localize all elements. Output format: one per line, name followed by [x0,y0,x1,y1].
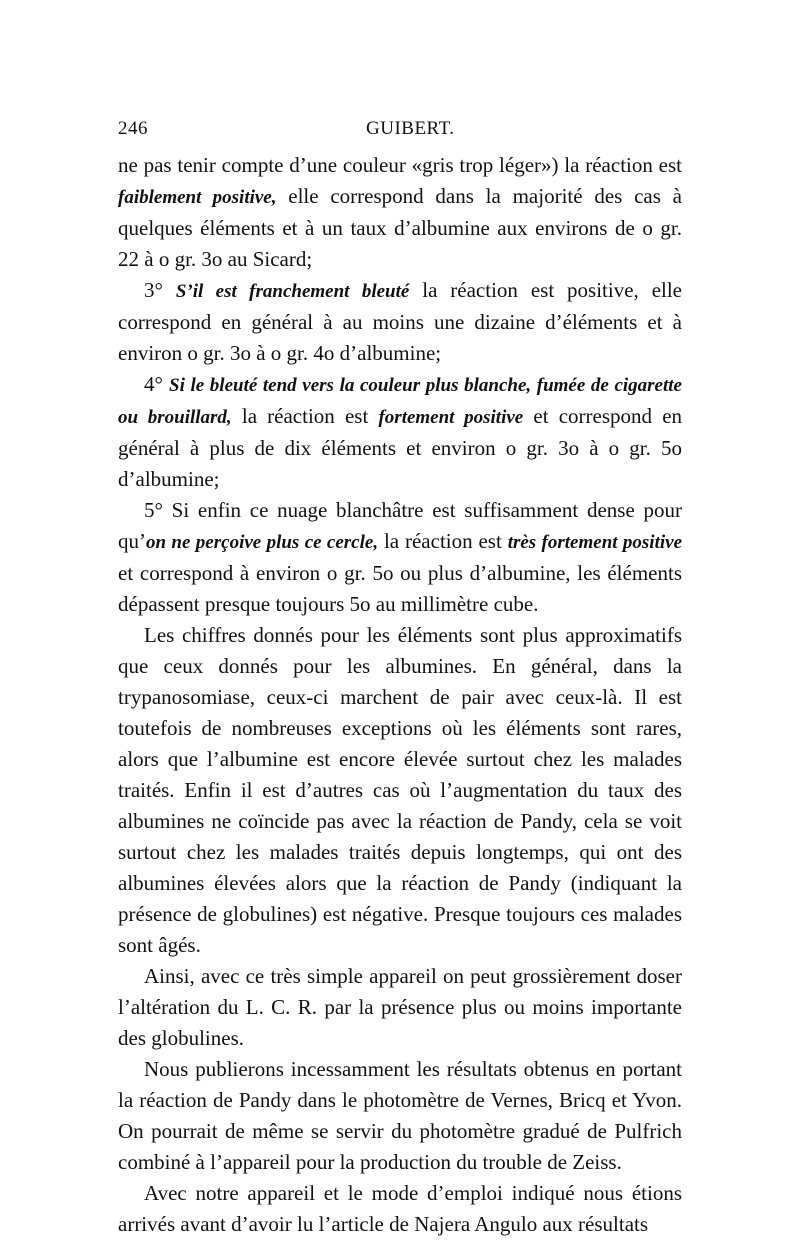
text-run: 4° [144,372,170,396]
italic-text-run: fortement positive [378,407,524,428]
text-run: la réaction est [231,404,379,428]
body-text [118,150,682,1240]
text-run: elle correspond dans la majorité des cas à quelques éléments et à un taux d’albumine aux environs de o gr. 22 à o gr. 3o au Sicard; [118,184,682,271]
text-run: la réaction est positive, elle correspond en général à au moins une dizaine d’éléments et à environ o gr. 3o à o gr. 4o d’albumine; [118,278,683,365]
italic-text-run: on ne perçoive plus ce cercle, [146,532,379,553]
text-run: et correspond à environ o gr. 5o ou plus d’albumine, les éléments dépassent presque toujours 5o au millimètre cube. [118,561,682,616]
paragraph [118,1178,682,1240]
text-run: Ainsi, avec ce très simple appareil on peut grossièrement doser l’altération du L. C. R. par la présence plus ou moins importante des globulines. [118,964,682,1050]
text-run: Les chiffres donnés pour les éléments sont plus approximatifs que ceux donnés pour les albumines. En général, dans la trypanosomiase, ceux-ci marchent de pair avec ceux-là. Il est toutefois de nombreuses exceptions où les éléments sont rares, alors que l’albumine est encore élevée surtout chez les malades traités. Enfin il est d’autres cas où l’augmentation du taux des albumines ne coïncide pas avec la réaction de Pandy, cela se voit surtout chez les malades traités depuis longtemps, qui ont des albumines élevées alors que la réaction de Pandy (indiquant la présence de globulines) est négative. Presque toujours ces malades sont âgés. [118,623,682,957]
paragraph-item-5 [118,495,682,620]
running-head: GUIBERT. [366,118,455,139]
italic-text-run: faiblement positive, [118,187,277,208]
text-run: ne pas tenir compte d’une couleur «gris trop léger») la réaction est [118,153,682,177]
text-run: Nous publierons incessamment les résultats obtenus en portant la réaction de Pandy dans le photomètre de Vernes, Bricq et Yvon. On pourrait de même se servir du photomètre gradué de Pulfrich combiné à l’appareil pour la production du trouble de Zeiss. [118,1057,682,1174]
paragraph [118,1054,682,1178]
text-run: et correspond en général à plus de dix éléments et environ o gr. 3o à o gr. 5o d’albumine; [118,404,683,491]
page-header [118,118,682,144]
italic-text-run: Si le bleuté tend vers la couleur plus blanche, fumée de cigarette ou brouillard, [118,375,682,428]
paragraph-item-4 [118,369,682,495]
paragraph-continuation [118,150,682,275]
text-run: la réaction est [378,529,508,553]
text-run: 5° Si enfin ce nuage blanchâtre est suffisamment dense pour qu’ [118,498,682,553]
italic-text-run: S’il est franchement bleuté [175,281,410,302]
italic-text-run: très fortement positive [507,532,683,553]
paragraph [118,620,682,961]
text-run: Avec notre appareil et le mode d’emploi indiqué nous étions arrivés avant d’avoir lu l’article de Najera Angulo aux résultats [118,1181,682,1236]
page-number: 246 [118,118,148,139]
paragraph-item-3 [118,275,682,369]
text-run: 3° [144,278,176,302]
paragraph [118,961,682,1054]
